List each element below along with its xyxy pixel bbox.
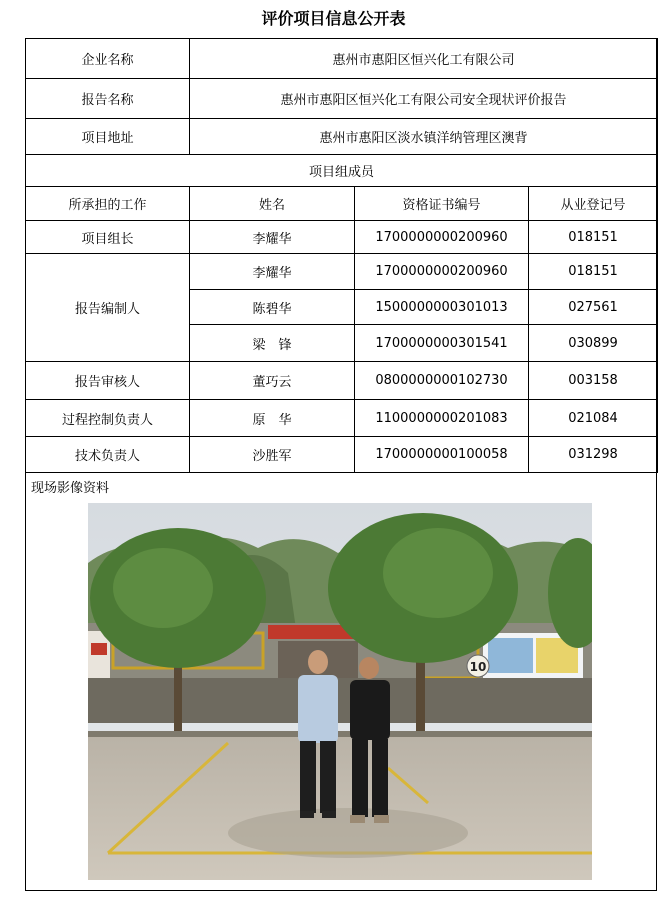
column-header-row [26,187,658,221]
reg-cell: 031298 [529,437,658,473]
column-header: 所承担的工作 [26,187,190,221]
address-value: 惠州市惠阳区淡水镇洋纳管理区澳背 [190,119,658,155]
photo-section-label: 现场影像资料 [31,481,110,496]
cert-cell: 1700000000100058 [355,437,529,473]
role-cell: 报告编制人 [26,254,190,362]
name-cell: 陈碧华 [190,290,355,325]
name-cell: 李耀华 [190,254,355,290]
name-cell: 李耀华 [190,221,355,254]
info-table [25,38,658,473]
role-cell: 项目组长 [26,221,190,254]
company-value: 惠州市惠阳区恒兴化工有限公司 [190,39,658,79]
table-row [26,119,658,155]
name-cell: 董巧云 [190,362,355,400]
table-row [26,155,658,187]
name-cell: 原 华 [190,400,355,437]
cert-cell: 1700000000200960 [355,254,529,290]
name-cell: 梁 锋 [190,325,355,362]
reg-cell: 018151 [529,254,658,290]
report-value: 惠州市惠阳区恒兴化工有限公司安全现状评价报告 [190,79,658,119]
column-header: 姓名 [190,187,355,221]
page-title: 评价项目信息公开表 [261,9,406,28]
reg-cell: 027561 [529,290,658,325]
column-header: 资格证书编号 [355,187,529,221]
cert-cell: 0800000000102730 [355,362,529,400]
table-row [26,79,658,119]
cert-cell: 1500000000301013 [355,290,529,325]
role-cell: 技术负责人 [26,437,190,473]
report-label: 报告名称 [26,79,190,119]
reg-cell: 030899 [529,325,658,362]
site-photo [88,503,592,880]
table-row [26,39,658,79]
table-row [26,221,658,254]
reg-cell: 021084 [529,400,658,437]
members-header: 项目组成员 [26,155,658,187]
company-label: 企业名称 [26,39,190,79]
reg-cell: 003158 [529,362,658,400]
table-row [26,254,658,290]
address-label: 项目地址 [26,119,190,155]
table-row [26,400,658,437]
cert-cell: 1100000000201083 [355,400,529,437]
table-row [26,362,658,400]
reg-cell: 018151 [529,221,658,254]
role-cell: 过程控制负责人 [26,400,190,437]
cert-cell: 1700000000301541 [355,325,529,362]
name-cell: 沙胜军 [190,437,355,473]
column-header: 从业登记号 [529,187,658,221]
role-cell: 报告审核人 [26,362,190,400]
site-sign-number: 10 [469,660,487,674]
table-row [26,437,658,473]
cert-cell: 1700000000200960 [355,221,529,254]
